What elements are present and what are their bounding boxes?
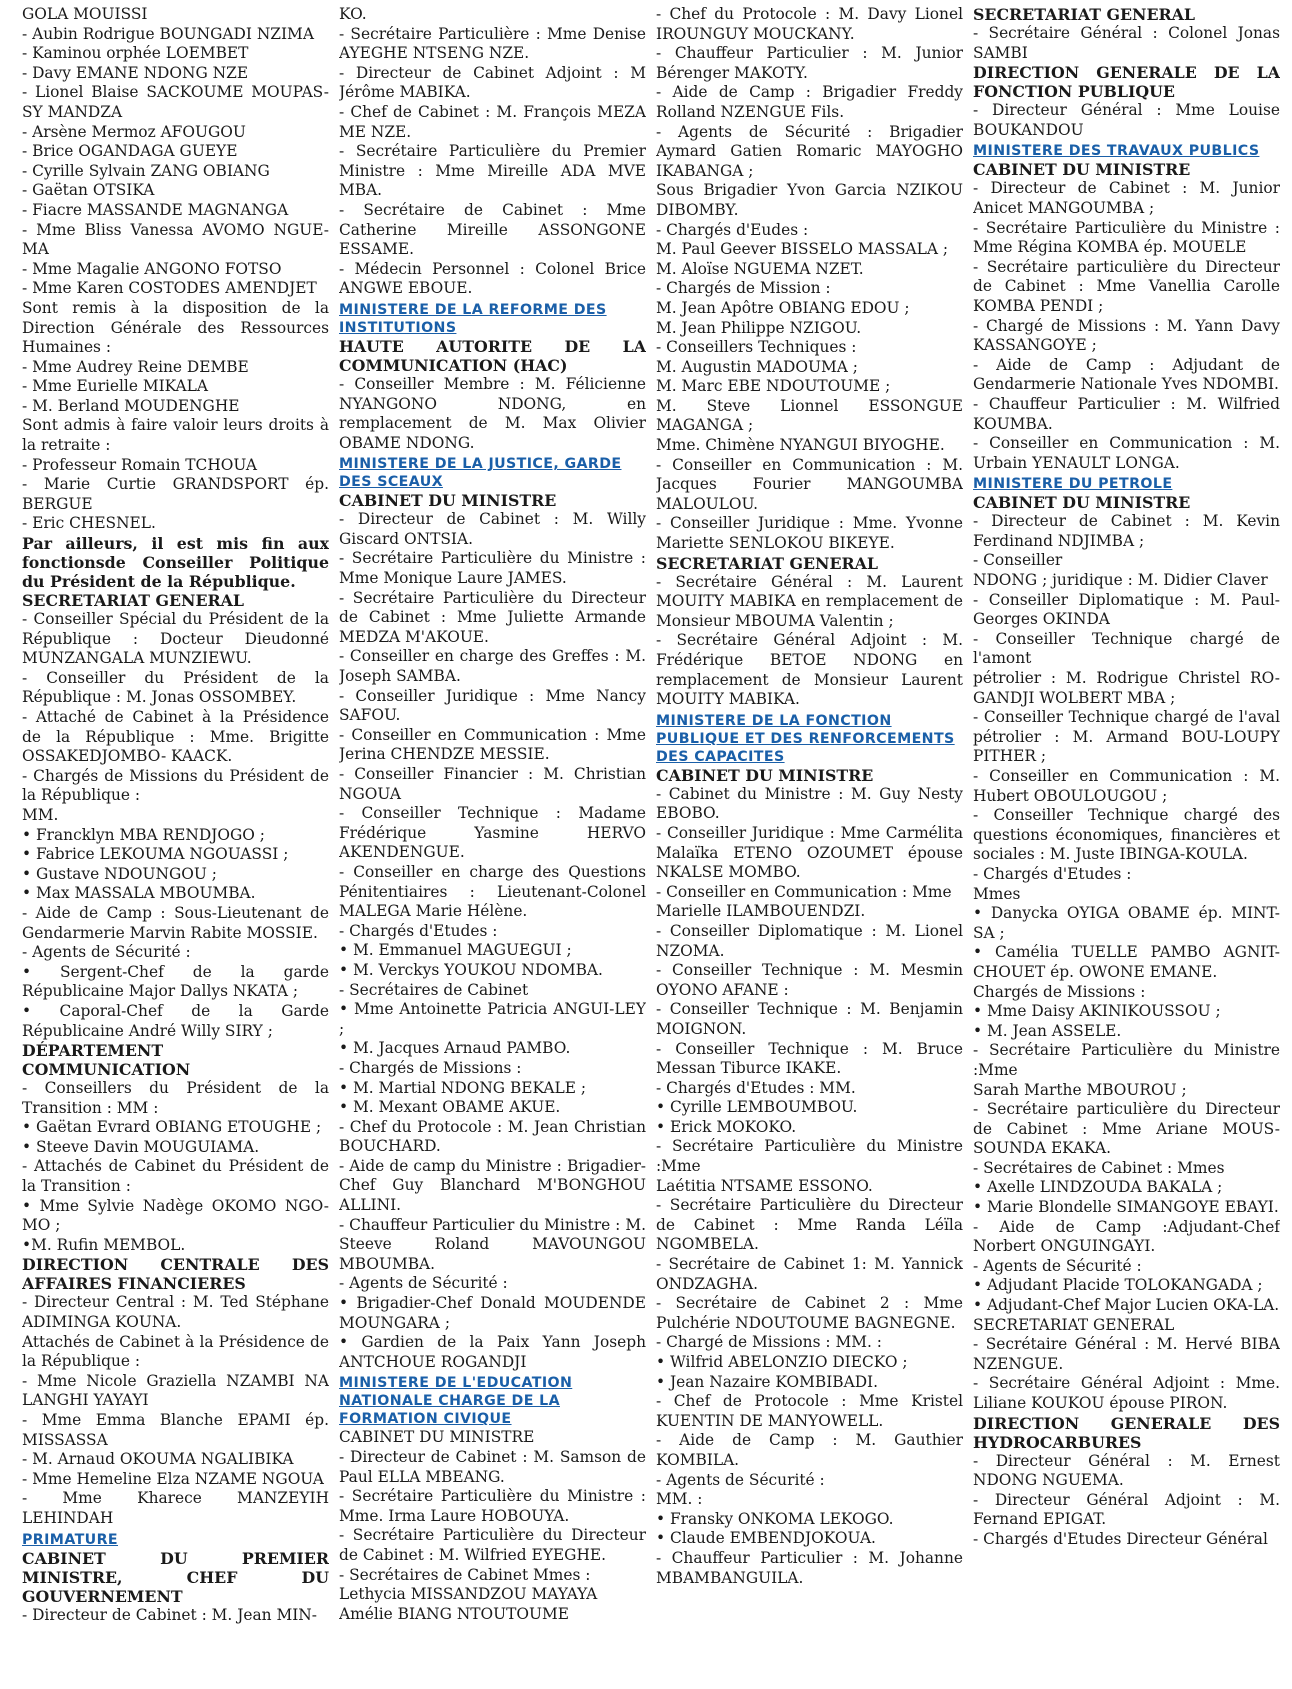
text-line: - Secrétaire Général : M. Hervé BIBA NZENGUE.: [973, 1335, 1280, 1373]
text-line: - Conseiller Technique chargé des questions économiques, financières et sociales : M. Juste IBINGA-KOULA.: [973, 806, 1280, 864]
text-line: - Aide de Camp :Adjudant-Chef Norbert ONGUINGAYI.: [973, 1217, 1280, 1256]
text-line: - Aide de Camp : Brigadier Freddy Rolland NZENGUE Fils.: [656, 83, 963, 121]
text-line: - Conseiller Membre : M. Félicienne NYANGONO NDONG, en remplacement de M. Max Olivier OBAME NDONG.: [339, 374, 646, 452]
text-line: - Mme Karen COSTODES AMENDJET: [22, 279, 317, 298]
text-line: - Secrétaire Général : Colonel Jonas SAMBI: [973, 24, 1280, 62]
text-line: • Marie Blondelle SIMANGOYE EBAYI.: [973, 1198, 1279, 1217]
text-line: - Mme Eurielle MIKALA: [22, 377, 208, 396]
text-line: - Directeur de Cabinet : M. Willy Giscard ONTSIA.: [339, 510, 646, 548]
text-line: - Fiacre MASSANDE MAGNANGA: [22, 200, 289, 219]
text-line: • Gaëtan Evrard OBIANG ETOUGHE ;: [22, 1118, 322, 1137]
subsection-heading: DÉPARTEMENT COMMUNICATION: [22, 1041, 191, 1080]
text-line: • Mme Sylvie Nadège OKOMO NGO-MO ;: [22, 1196, 329, 1235]
text-line: Sarah Marthe MBOUROU ;: [973, 1080, 1187, 1099]
text-line: - Mme Emma Blanche EPAMI ép. MISSASSA: [22, 1411, 329, 1449]
text-line: • Gardien de la Paix Yann Joseph ANTCHOUE ROGANDJI: [339, 1333, 646, 1371]
text-line: - Chargés de Mission :: [656, 279, 831, 298]
text-line: - Secrétaires de Cabinet : Mmes: [973, 1158, 1225, 1177]
text-line: • M. Emmanuel MAGUEGUI ;: [339, 941, 572, 960]
text-line: - Chargés d'Etudes :: [973, 864, 1132, 883]
text-line: MM.: [22, 805, 59, 824]
text-line: - Conseiller Technique chargé de l'amont: [973, 629, 1280, 668]
text-line: - Directeur de Cabinet : M. Junior Anicet MANGOUMBA ;: [973, 179, 1280, 217]
text-column-4: [973, 5, 1280, 1689]
text-line: - Chargé de Missions : M. Yann Davy KASSANGOYE ;: [973, 316, 1280, 355]
text-line: - Aide de Camp : M. Gauthier KOMBILA.: [656, 1431, 963, 1469]
subsection-heading: Par ailleurs, il est mis fin aux fonctionsde Conseiller Politique du Président de la République.: [22, 534, 329, 592]
text-line: - Arsène Mermoz AFOUGOU: [22, 122, 246, 141]
text-line: M. Steve Lionnel ESSONGUE MAGANGA ;: [656, 396, 963, 435]
text-line: - Chargé de Missions : MM. :: [656, 1333, 882, 1352]
text-line: - Conseiller Juridique : Mme. Yvonne Mariette SENLOKOU BIKEYE.: [656, 514, 963, 553]
text-line: - M. Berland MOUDENGHE: [22, 396, 240, 415]
text-line: - Conseiller Technique : M. Benjamin MOIGNON.: [656, 1000, 963, 1038]
text-line: • Erick MOKOKO.: [656, 1117, 797, 1136]
text-line: - Secrétaire Particulière du Directeur de Cabinet : Mme Randa Léïla NGOMBELA.: [656, 1196, 963, 1254]
text-line: • Fransky ONKOMA LEKOGO.: [656, 1509, 894, 1528]
text-line: - Agents de Sécurité :: [656, 1470, 825, 1489]
text-line: • M. Martial NDONG BEKALE ;: [339, 1078, 587, 1097]
text-line: - Professeur Romain TCHOUA: [22, 455, 257, 474]
subsection-heading: SECRETARIAT GENERAL: [973, 5, 1196, 24]
text-line: - Chauffeur Particulier du Ministre : M. Steeve Roland MAVOUNGOU MBOUMBA.: [339, 1215, 646, 1273]
subsection-heading: DIRECTION GENERALE DES HYDROCARBURES: [973, 1413, 1280, 1452]
text-line: - Agents de Sécurité :: [22, 943, 191, 962]
text-line: - Chef de Protocole : Mme Kristel KUENTIN DE MANYOWELL.: [656, 1392, 963, 1430]
text-line: • M. Jacques Arnaud PAMBO.: [339, 1039, 571, 1058]
text-line: Mmes: [973, 884, 1021, 903]
text-line: - Directeur Central : M. Ted Stéphane ADIMINGA KOUNA.: [22, 1293, 329, 1332]
text-line: • Mme Antoinette Patricia ANGUI-LEY ;: [339, 1000, 646, 1038]
text-line: - Secrétaire Général : M. Laurent MOUITY MABIKA en remplacement de Monsieur MBOUMA Valentin ;: [656, 572, 963, 630]
text-line: M. Paul Geever BISSELO MASSALA ;: [656, 240, 949, 259]
text-line: - Agents de Sécurité :: [339, 1274, 508, 1293]
text-line: M. Aloïse NGUEMA NZET.: [656, 259, 864, 278]
text-line: - Chargés d'Etudes : MM.: [656, 1078, 856, 1097]
text-line: - Gaëtan OTSIKA: [22, 181, 155, 200]
text-line: - Davy EMANE NDONG NZE: [22, 63, 249, 82]
text-line: - Conseiller: [973, 551, 1063, 570]
text-line: - Conseiller Financier : M. Christian NGOUA: [339, 765, 646, 803]
text-line: - Directeur Général : M. Ernest NDONG NGUEMA.: [973, 1451, 1280, 1490]
text-line: • Steeve Davin MOUGUIAMA.: [22, 1137, 260, 1156]
text-line: - Conseiller en Communication : M. Hubert OBOULOUGOU ;: [973, 767, 1280, 805]
text-line: • Francklyn MBA RENDJOGO ;: [22, 825, 265, 844]
text-line: - Chauffeur Particulier : M. Wilfried KOUMBA.: [973, 394, 1280, 433]
text-line: M. Marc EBE NDOUTOUME ;: [656, 377, 891, 396]
text-line: - Chargés de Missions du Président de la République :: [22, 766, 329, 805]
text-line: • Claude EMBENDJOKOUA.: [656, 1529, 876, 1548]
text-line: M. Augustin MADOUMA ;: [656, 357, 858, 376]
subsection-heading: SECRETARIAT GENERAL: [22, 591, 245, 611]
text-line: pétrolier : M. Rodrigue Christel RO-GANDJI WOLBERT MBA ;: [973, 669, 1280, 707]
text-line: SECRETARIAT GENERAL: [973, 1315, 1175, 1334]
text-line: - Lionel Blaise SACKOUME MOUPAS-SY MANDZA: [22, 83, 329, 121]
text-line: - Directeur de Cabinet : M. Jean MIN-: [22, 1605, 317, 1624]
text-line: - Chargés de Missions :: [339, 1058, 522, 1077]
text-line: Sont remis à la disposition de la Direction Générale des Ressources Humaines :: [22, 298, 329, 357]
text-line: - Directeur de Cabinet Adjoint : M Jérôme MABIKA.: [339, 63, 646, 102]
text-line: - Mme Hemeline Elza NZAME NGOUA: [22, 1469, 324, 1488]
text-line: - Secrétaire Particulière du Premier Ministre : Mme Mireille ADA MVE MBA.: [339, 142, 646, 200]
text-line: - Mme Audrey Reine DEMBE: [22, 357, 249, 376]
text-line: - Directeur de Cabinet : M. Kevin Ferdinand NDJIMBA ;: [973, 512, 1280, 550]
text-line: - Secrétaire Particulière du Ministre :Mme: [656, 1137, 963, 1176]
text-line: - Secrétaire de Cabinet 1: M. Yannick ONDZAGHA.: [656, 1255, 963, 1293]
text-line: - Directeur Général : Mme Louise BOUKANDOU: [973, 101, 1280, 139]
text-line: - Chargés d'Etudes :: [339, 921, 498, 940]
text-line: - M. Arnaud OKOUMA NGALIBIKA: [22, 1450, 294, 1469]
subsection-heading: SECRETARIAT GENERAL: [656, 553, 879, 573]
text-line: - Conseiller Diplomatique : M. Lionel NZOMA.: [656, 921, 963, 960]
text-line: - Conseiller Juridique : Mme Nancy SAFOU.: [339, 686, 646, 725]
text-line: - Secrétaires de Cabinet Mmes :: [339, 1565, 591, 1584]
text-line: KO.: [339, 5, 367, 23]
text-line: - Chef du Protocole : M. Davy Lionel IROUNGUY MOUCKANY.: [656, 5, 963, 43]
text-line: Sous Brigadier Yvon Garcia NZIKOU DIBOMBY.: [656, 181, 963, 219]
section-heading: MINISTERE DE LA JUSTICE, GARDE DES SCEAUX: [339, 456, 622, 491]
text-line: NDONG ; juridique : M. Didier Claver: [973, 571, 1268, 590]
text-line: - Conseiller en charge des Greffes : M. Joseph SAMBA.: [339, 647, 646, 686]
text-line: • Wilfrid ABELONZIO DIECKO ;: [656, 1353, 908, 1371]
section-heading: MINISTERE DU PETROLE: [973, 476, 1173, 493]
text-line: - Cyrille Sylvain ZANG OBIANG: [22, 161, 270, 180]
text-line: - Attachés de Cabinet du Président de la Transition :: [22, 1157, 329, 1196]
text-line: - Conseiller Technique : M. Mesmin OYONO AFANE :: [656, 961, 963, 999]
text-line: - Agents de Sécurité : Brigadier Aymard Gatien Romaric MAYOGHO IKABANGA ;: [656, 122, 963, 180]
text-line: - Secrétaire Général Adjoint : Mme. Liliane KOUKOU épouse PIRON.: [973, 1374, 1280, 1412]
subsection-heading: CABINET DU MINISTRE: [973, 160, 1191, 180]
text-line: - Conseiller Diplomatique : M. Paul-Georges OKINDA: [973, 590, 1280, 629]
text-column-1: [22, 5, 329, 1689]
text-column-3: [656, 5, 963, 1689]
text-line: Attachés de Cabinet à la Présidence de la République :: [22, 1332, 329, 1371]
text-line: - Aubin Rodrigue BOUNGADI NZIMA: [22, 24, 314, 43]
text-line: - Chauffeur Particulier : M. Johanne MBAMBANGUILA.: [656, 1548, 963, 1587]
text-line: - Agents de Sécurité :: [973, 1256, 1142, 1275]
text-line: - Mme Magalie ANGONO FOTSO: [22, 259, 282, 278]
text-line: - Conseiller en Communication : M. Jacques Fourier MANGOUMBA MALOULOU.: [656, 455, 963, 513]
text-line: • M. Jean ASSELE.: [973, 1021, 1122, 1040]
text-line: - Secrétaire Général Adjoint : M. Frédérique BETOE NDONG en remplacement de Monsieur Laurent MOUITY MABIKA.: [656, 631, 963, 709]
text-line: - Aide de Camp : Sous-Lieutenant de Gendarmerie Marvin Rabite MOSSIE.: [22, 903, 329, 942]
text-column-2: [339, 5, 646, 1689]
text-line: - Kaminou orphée LOEMBET: [22, 44, 249, 63]
text-line: - Conseiller Juridique : Mme Carmélita Malaïka ETENO OZOUMET épouse NKALSE MOMBO.: [656, 823, 963, 882]
subsection-heading: DIRECTION GENERALE DE LA FONCTION PUBLIQUE: [973, 63, 1280, 102]
subsection-heading: CABINET DU MINISTRE: [339, 491, 557, 511]
subsection-heading: CABINET DU PREMIER MINISTRE, CHEF DU GOUVERNEMENT: [22, 1548, 329, 1606]
text-line: - Attaché de Cabinet à la Présidence de la République : Mme. Brigitte OSSAKEDJOMBO- KAACK.: [22, 708, 329, 766]
text-line: - Chargés d'Etudes Directeur Général: [973, 1529, 1268, 1548]
text-line: GOLA MOUISSI: [22, 5, 148, 23]
section-heading: MINISTERE DE LA FONCTION PUBLIQUE ET DES RENFORCEMENTS DES CAPACITES: [656, 712, 955, 765]
text-line: - Conseiller Spécial du Président de la République : Docteur Dieudonné MUNZANGALA MUNZIEWU.: [22, 610, 329, 668]
text-line: - Secrétaire Particulière du Ministre : Mme Monique Laure JAMES.: [339, 549, 646, 588]
text-line: • Fabrice LEKOUMA NGOUASSI ;: [22, 845, 289, 864]
text-line: - Chef de Cabinet : M. François MEZA ME NZE.: [339, 102, 646, 141]
text-line: - Secrétaire Particulière du Ministre : Mme. Irma Laure HOBOUYA.: [339, 1487, 646, 1525]
text-line: - Conseiller Technique : Madame Frédérique Yasmine HERVO AKENDENGUE.: [339, 804, 646, 862]
section-heading: PRIMATURE: [22, 1531, 119, 1548]
text-line: • Cyrille LEMBOUMBOU.: [656, 1098, 858, 1117]
text-line: • M. Mexant OBAME AKUE.: [339, 1098, 561, 1117]
text-line: - Chauffeur Particulier : M. Junior Bérenger MAKOTY.: [656, 44, 963, 82]
text-line: - Secrétaires de Cabinet: [339, 980, 529, 999]
text-line: • Axelle LINDZOUDA BAKALA ;: [973, 1178, 1223, 1197]
section-heading: MINISTERE DE L'EDUCATION NATIONALE CHARGE DE LA FORMATION CIVIQUE: [339, 1375, 573, 1428]
subsection-heading: DIRECTION CENTRALE DES AFFAIRES FINANCIERES: [22, 1255, 329, 1294]
text-line: - Brice OGANDAGA GUEYE: [22, 142, 238, 161]
text-line: • Danycka OYIGA OBAME ép. MINT-SA ;: [973, 904, 1280, 942]
text-line: MM. :: [656, 1490, 703, 1509]
text-line: - Mme Nicole Graziella NZAMBI NA LANGHI YAYAYI: [22, 1371, 329, 1410]
text-line: - Chef du Protocole : M. Jean Christian BOUCHARD.: [339, 1117, 646, 1156]
text-line: M. Jean Philippe NZIGOU.: [656, 318, 862, 337]
text-line: • Sergent-Chef de la garde Républicaine Major Dallys NKATA ;: [22, 962, 329, 1001]
text-line: - Conseiller en Communication : Mme Jerina CHENDZE MESSIE.: [339, 725, 646, 764]
text-line: - Marie Curtie GRANDSPORT ép. BERGUE: [22, 475, 329, 513]
text-line: - Aide de Camp : Adjudant de Gendarmerie Nationale Yves NDOMBI.: [973, 355, 1280, 394]
text-line: - Cabinet du Ministre : M. Guy Nesty EBOBO.: [656, 784, 963, 823]
text-line: - Secrétaire Particulière du Ministre : Mme Régina KOMBA ép. MOUELE: [973, 218, 1280, 257]
text-line: • Jean Nazaire KOMBIBADI.: [656, 1372, 879, 1391]
text-line: • Caporal-Chef de la Garde Républicaine André Willy SIRY ;: [22, 1001, 329, 1040]
text-line: - Secrétaire Particulière du Ministre :Mme: [973, 1041, 1280, 1079]
text-line: • Max MASSALA MBOUMBA.: [22, 884, 256, 903]
text-line: - Mme Bliss Vanessa AVOMO NGUE-MA: [22, 220, 329, 259]
text-line: Mme. Chimène NYANGUI BIYOGHE.: [656, 436, 945, 455]
text-line: - Directeur de Cabinet : M. Samson de Paul ELLA MBEANG.: [339, 1448, 646, 1486]
text-line: - Secrétaire Particulière du Directeur de Cabinet : M. Wilfried EYEGHE.: [339, 1526, 646, 1564]
text-line: • Adjudant-Chef Major Lucien OKA-LA.: [973, 1296, 1280, 1315]
text-line: - Conseiller Technique : M. Bruce Messan Tiburce IKAKE.: [656, 1039, 963, 1078]
text-line: Laétitia NTSAME ESSONO.: [656, 1176, 873, 1195]
text-line: - Conseillers Techniques :: [656, 338, 857, 357]
text-line: - Secrétaire Particulière du Directeur de Cabinet : Mme Juliette Armande MEDZA M'AKOUE.: [339, 588, 646, 646]
text-line: - Secrétaire de Cabinet 2 : Mme Pulchérie NDOUTOUME BAGNEGNE.: [656, 1294, 963, 1332]
text-line: CABINET DU MINISTRE: [339, 1428, 535, 1447]
text-line: • Gustave NDOUNGOU ;: [22, 864, 217, 883]
text-line: - Chargés d'Eudes :: [656, 220, 809, 239]
subsection-heading: CABINET DU MINISTRE: [656, 765, 874, 785]
text-line: • M. Verckys YOUKOU NDOMBA.: [339, 960, 603, 979]
subsection-heading: HAUTE AUTORITE DE LA COMMUNICATION (HAC): [339, 336, 646, 375]
text-line: - Secrétaire particulière du Directeur de Cabinet : Mme Vanellia Carolle KOMBA PENDI ;: [973, 257, 1280, 315]
text-line: - Médecin Personnel : Colonel Brice ANGWE EBOUE.: [339, 259, 646, 298]
text-line: - Eric CHESNEL.: [22, 514, 156, 533]
text-line: - Aide de camp du Ministre : Brigadier-Chef Guy Blanchard M'BONGHOU ALLINI.: [339, 1156, 646, 1215]
text-line: Lethycia MISSANDZOU MAYAYA: [339, 1585, 598, 1604]
text-line: - Conseiller Technique chargé de l'aval pétrolier : M. Armand BOU-LOUPY PITHER ;: [973, 708, 1280, 766]
text-line: • Brigadier-Chef Donald MOUDENDE MOUNGARA ;: [339, 1294, 646, 1332]
text-line: Amélie BIANG NTOUTOUME: [339, 1604, 569, 1623]
text-line: - Secrétaire particulière du Directeur de Cabinet : Mme Ariane MOUS-SOUNDA EKAKA.: [973, 1100, 1280, 1158]
text-line: • Camélia TUELLE PAMBO AGNIT-CHOUET ép. OWONE EMANE.: [973, 943, 1280, 981]
text-line: • Adjudant Placide TOLOKANGADA ;: [973, 1276, 1263, 1295]
section-heading: MINISTERE DE LA REFORME DES INSTITUTIONS: [339, 301, 607, 336]
text-line: - Mme Kharece MANZEYIH LEHINDAH: [22, 1489, 329, 1527]
text-line: Chargés de Missions :: [973, 982, 1146, 1001]
text-line: M. Jean Apôtre OBIANG EDOU ;: [656, 298, 910, 317]
text-line: Marielle ILAMBOUENDZI.: [656, 902, 866, 921]
text-line: - Conseiller en Communication : Mme: [656, 882, 952, 901]
text-line: - Directeur Général Adjoint : M. Fernand EPIGAT.: [973, 1490, 1280, 1529]
section-heading: MINISTERE DES TRAVAUX PUBLICS: [973, 143, 1260, 160]
text-line: - Conseiller en charge des Questions Pénitentiaires : Lieutenant-Colonel MALEGA Marie Hélène.: [339, 862, 646, 921]
text-line: - Secrétaire Particulière : Mme Denise AYEGHE NTSENG NZE.: [339, 24, 646, 63]
text-line: •M. Rufin MEMBOL.: [22, 1235, 186, 1254]
text-line: - Conseillers du Président de la Transition : MM :: [22, 1079, 329, 1117]
text-line: - Conseiller du Président de la République : M. Jonas OSSOMBEY.: [22, 668, 329, 707]
text-line: Sont admis à faire valoir leurs droits à la retraite :: [22, 416, 329, 455]
text-line: • Mme Daisy AKINIKOUSSOU ;: [973, 1002, 1221, 1021]
text-line: - Secrétaire de Cabinet : Mme Catherine Mireille ASSONGONE ESSAME.: [339, 200, 646, 259]
subsection-heading: CABINET DU MINISTRE: [973, 493, 1191, 513]
text-line: - Conseiller en Communication : M. Urbain YENAULT LONGA.: [973, 434, 1280, 472]
